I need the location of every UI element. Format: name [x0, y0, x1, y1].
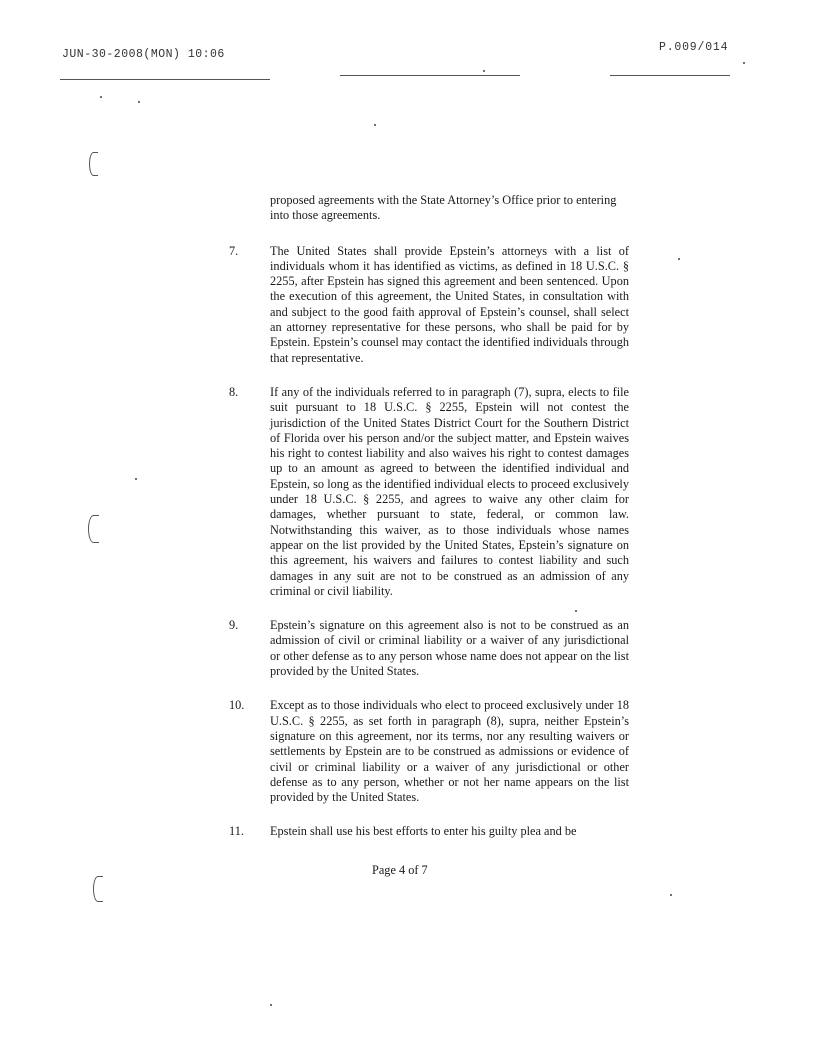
scan-speck	[100, 96, 102, 98]
paragraph-number: 8.	[229, 384, 239, 399]
continued-paragraph: proposed agreements with the State Attorney’s Office prior to entering into those agreements.	[270, 193, 617, 223]
scan-mark	[88, 515, 99, 543]
scan-speck	[135, 478, 137, 480]
scan-speck	[270, 1004, 272, 1006]
fax-header-rule-right	[610, 75, 730, 76]
fax-page-code: P.009/014	[659, 41, 729, 54]
paragraph-text: Epstein’s signature on this agreement also is not to be construed as an admission of civil or criminal liability or a waiver of any jurisdictional or other defense as to any person whose name does not appear on the list provided by the United States.	[270, 618, 629, 679]
scan-speck	[670, 894, 672, 896]
fax-header-rule-center	[340, 75, 520, 76]
paragraph-7	[229, 244, 629, 366]
paragraph-9	[229, 618, 629, 679]
scan-speck	[743, 62, 745, 64]
scan-mark	[89, 152, 98, 176]
scan-speck	[374, 124, 376, 126]
paragraph-10	[229, 698, 629, 805]
scan-speck	[483, 70, 485, 72]
paragraph-text: Epstein shall use his best efforts to enter his guilty plea and be	[270, 824, 577, 839]
paragraph-text: If any of the individuals referred to in paragraph (7), supra, elects to file suit pursuant to 18 U.S.C. § 2255, Epstein will not contest the jurisdiction of the United States District Court for the Southern District of Florida over his person and/or the subject matter, and Epstein waives his right to contest liability and also waives his right to contest damages up to an amount as agreed to between the identified individual and Epstein, so long as the identified individual elects to proceed exclusively under 18 U.S.C. § 2255, and agrees to waive any other claim for damages, whether pursuant to state, federal, or common law. Notwithstanding this waiver, as to those individuals whose names appear on the list provided by the United States, Epstein’s signature on this agreement, his waivers and failures to contest liability and such damages in any suit are not to be construed as an admission of any criminal or civil liability.	[270, 384, 629, 598]
paragraph-number: 9.	[229, 618, 239, 633]
scan-speck	[138, 101, 140, 103]
paragraph-text: Except as to those individuals who elect to proceed exclusively under 18 U.S.C. § 2255, as set forth in paragraph (8), supra, neither Epstein’s signature on this agreement, nor its terms, nor any resulting waivers or settlements by Epstein are to be construed as admissions or evidence of civil or criminal liability or a waiver of any jurisdictional or other defense as to any person, whether or not her name appears on the list provided by the United States.	[270, 698, 629, 805]
paragraph-number: 7.	[229, 243, 239, 258]
paragraph-number: 10.	[229, 698, 245, 713]
fax-timestamp: JUN-30-2008(MON) 10:06	[62, 48, 225, 61]
agreement-body	[229, 193, 629, 840]
fax-header-rule-left	[60, 79, 270, 80]
paragraph-8	[229, 385, 629, 599]
paragraph-number: 11.	[229, 824, 244, 839]
page-footer: Page 4 of 7	[372, 863, 428, 877]
scan-mark	[93, 876, 103, 902]
scan-speck	[678, 258, 680, 260]
paragraph-11	[229, 824, 629, 839]
paragraph-text: The United States shall provide Epstein’s attorneys with a list of individuals whom it has identified as victims, as defined in 18 U.S.C. § 2255, after Epstein has signed this agreement and been sentenced. Upon the execution of this agreement, the United States, in consultation with and subject to the good faith approval of Epstein’s counsel, shall select an attorney representative for these persons, who shall be paid for by Epstein. Epstein’s counsel may contact the identified individuals through that representative.	[270, 243, 629, 365]
